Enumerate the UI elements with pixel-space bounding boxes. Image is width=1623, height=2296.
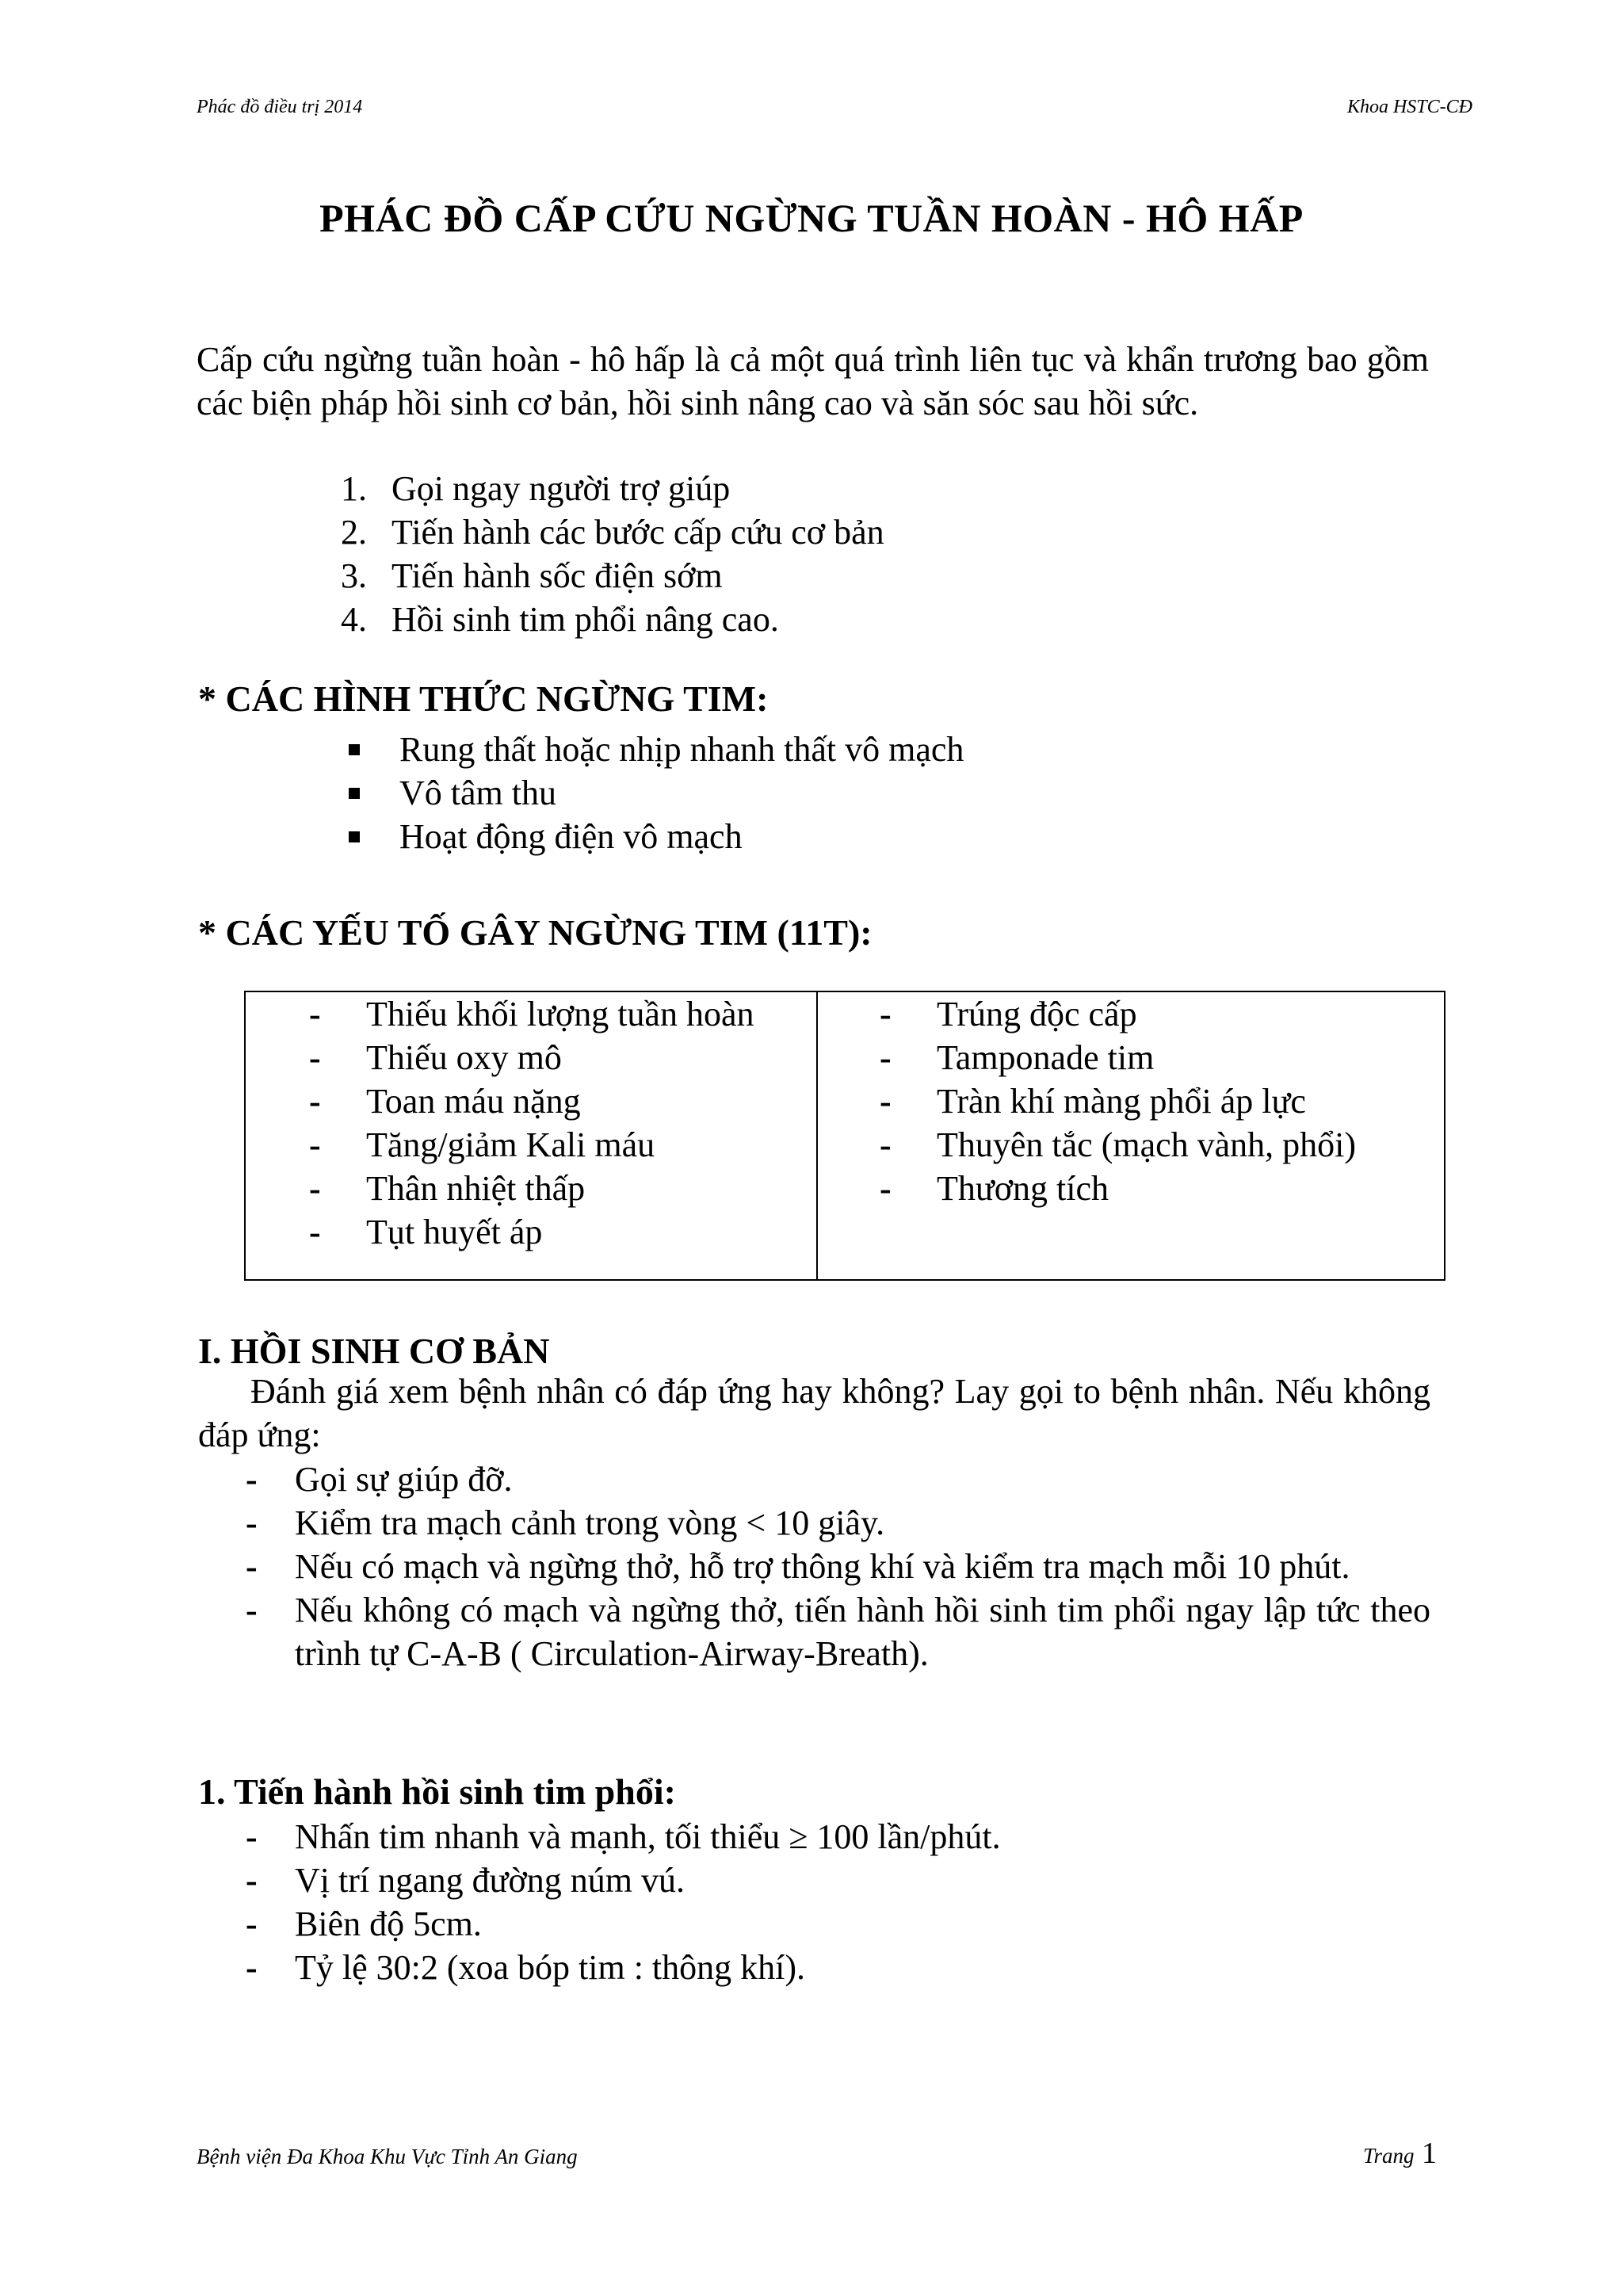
list-item-text: Gọi sự giúp đỡ. bbox=[295, 1460, 513, 1499]
cause-text: Tràn khí màng phổi áp lực bbox=[937, 1082, 1306, 1121]
square-bullet-icon bbox=[349, 831, 360, 842]
table-row bbox=[309, 1123, 754, 1167]
steps-list bbox=[341, 467, 884, 641]
list-item-text: Kiểm tra mạch cảnh trong vòng < 10 giây. bbox=[295, 1503, 885, 1542]
step-number: 2. bbox=[341, 513, 367, 552]
list-item-text: Hoạt động điện vô mạch bbox=[399, 817, 743, 856]
dash-bullet: - bbox=[880, 1125, 892, 1164]
table-row bbox=[309, 1079, 754, 1123]
header-left: Phác đồ điều trị 2014 bbox=[197, 97, 363, 117]
cpr-steps-list bbox=[246, 1815, 1430, 1989]
step-text: Tiến hành các bước cấp cứu cơ bản bbox=[391, 513, 884, 552]
dash-bullet: - bbox=[246, 1460, 258, 1499]
cause-text: Tamponade tim bbox=[937, 1038, 1155, 1077]
page-number bbox=[1363, 2136, 1437, 2171]
list-item-text: Nếu có mạch và ngừng thở, hỗ trợ thông khí và kiểm tra mạch mỗi 10 phút. bbox=[295, 1547, 1350, 1586]
list-item bbox=[341, 554, 884, 598]
list-item bbox=[341, 771, 964, 815]
step-text: Tiến hành sốc điện sớm bbox=[391, 556, 723, 595]
list-item bbox=[341, 728, 964, 771]
list-item bbox=[246, 1457, 1430, 1501]
dash-bullet: - bbox=[880, 1169, 892, 1208]
page-title: PHÁC ĐỒ CẤP CỨU NGỪNG TUẦN HOÀN - HÔ HẤP bbox=[319, 196, 1304, 240]
cause-text: Thuyên tắc (mạch vành, phổi) bbox=[937, 1125, 1357, 1164]
section-heading-forms: * CÁC HÌNH THỨC NGỪNG TIM: bbox=[198, 678, 769, 719]
table-row bbox=[880, 1167, 1356, 1210]
step-number: 4. bbox=[341, 600, 367, 639]
list-item-text: Tỷ lệ 30:2 (xoa bóp tim : thông khí). bbox=[295, 1948, 806, 1987]
list-item bbox=[246, 1902, 1430, 1946]
basic-steps-list bbox=[246, 1457, 1430, 1675]
page-number-value: 1 bbox=[1422, 2137, 1437, 2170]
list-item-text: Nếu không có mạch và ngừng thở, tiến hành hồi sinh tim phổi ngay lập tức theo trình tự C-A-B ( Circulation-Airway-Breath). bbox=[295, 1591, 1430, 1673]
cause-text: Thương tích bbox=[937, 1169, 1109, 1208]
cause-text: Tụt huyết áp bbox=[366, 1213, 543, 1251]
list-item-text: Nhấn tim nhanh và mạnh, tối thiểu ≥ 100 lần/phút. bbox=[295, 1817, 1001, 1856]
dash-bullet: - bbox=[246, 1948, 258, 1987]
step-number: 1. bbox=[341, 469, 367, 508]
list-item bbox=[341, 510, 884, 554]
dash-bullet: - bbox=[246, 1591, 258, 1629]
causes-column-right bbox=[818, 992, 1444, 1279]
list-item bbox=[246, 1859, 1430, 1902]
step-text: Hồi sinh tim phổi nâng cao. bbox=[391, 600, 779, 639]
list-item bbox=[246, 1501, 1430, 1545]
table-row bbox=[880, 992, 1356, 1036]
section-heading-basic: I. HỒI SINH CƠ BẢN bbox=[198, 1331, 550, 1371]
dash-bullet: - bbox=[246, 1817, 258, 1856]
cause-text: Tăng/giảm Kali máu bbox=[366, 1125, 655, 1164]
list-item bbox=[246, 1545, 1430, 1588]
table-row bbox=[880, 1079, 1356, 1123]
list-item bbox=[341, 815, 964, 858]
header-right: Khoa HSTC-CĐ bbox=[1346, 97, 1472, 117]
list-item bbox=[341, 598, 884, 641]
table-row bbox=[880, 1123, 1356, 1167]
dash-bullet: - bbox=[880, 1082, 892, 1121]
square-bullet-icon bbox=[349, 744, 360, 755]
cause-text: Thân nhiệt thấp bbox=[366, 1169, 586, 1208]
section-heading-causes: * CÁC YẾU TỐ GÂY NGỪNG TIM (11T): bbox=[198, 912, 873, 953]
cause-text: Thiếu khối lượng tuần hoàn bbox=[366, 995, 754, 1033]
table-row bbox=[880, 1036, 1356, 1079]
causes-table bbox=[244, 991, 1445, 1281]
cause-text: Trúng độc cấp bbox=[937, 995, 1137, 1033]
dash-bullet: - bbox=[880, 995, 892, 1033]
dash-bullet: - bbox=[309, 1038, 321, 1077]
causes-column-left bbox=[246, 992, 818, 1279]
section-heading-cpr: 1. Tiến hành hồi sinh tim phổi: bbox=[198, 1771, 676, 1812]
table-row bbox=[309, 1210, 754, 1254]
dash-bullet: - bbox=[309, 1082, 321, 1121]
step-number: 3. bbox=[341, 556, 367, 595]
basic-lead-paragraph: Đánh giá xem bệnh nhân có đáp ứng hay không? Lay gọi to bệnh nhân. Nếu không đáp ứng: bbox=[198, 1372, 1430, 1454]
list-item bbox=[246, 1588, 1430, 1675]
list-item-text: Vô tâm thu bbox=[399, 774, 556, 812]
page-label: Trang bbox=[1362, 2144, 1415, 2168]
cause-text: Toan máu nặng bbox=[366, 1082, 581, 1121]
dash-bullet: - bbox=[246, 1861, 258, 1900]
list-item-text: Vị trí ngang đường núm vú. bbox=[295, 1861, 685, 1900]
forms-list bbox=[341, 728, 964, 858]
footer-hospital: Bệnh viện Đa Khoa Khu Vực Tỉnh An Giang bbox=[197, 2145, 578, 2168]
square-bullet-icon bbox=[349, 788, 360, 799]
list-item-text: Biên độ 5cm. bbox=[295, 1904, 482, 1943]
dash-bullet: - bbox=[309, 1125, 321, 1164]
intro-paragraph: Cấp cứu ngừng tuần hoàn - hô hấp là cả một quá trình liên tục và khẩn trương bao gồm các biện pháp hồi sinh cơ bản, hồi sinh nâng cao và săn sóc sau hồi sức. bbox=[197, 340, 1429, 422]
dash-bullet: - bbox=[309, 995, 321, 1033]
table-row bbox=[309, 992, 754, 1036]
dash-bullet: - bbox=[246, 1904, 258, 1943]
list-item bbox=[341, 467, 884, 510]
table-row bbox=[309, 1036, 754, 1079]
dash-bullet: - bbox=[880, 1038, 892, 1077]
dash-bullet: - bbox=[246, 1547, 258, 1586]
cause-text: Thiếu oxy mô bbox=[366, 1038, 562, 1077]
dash-bullet: - bbox=[309, 1169, 321, 1208]
list-item-text: Rung thất hoặc nhịp nhanh thất vô mạch bbox=[399, 730, 964, 769]
dash-bullet: - bbox=[246, 1503, 258, 1542]
list-item bbox=[246, 1815, 1430, 1859]
table-row bbox=[309, 1167, 754, 1210]
step-text: Gọi ngay người trợ giúp bbox=[391, 469, 731, 508]
list-item bbox=[246, 1946, 1430, 1989]
dash-bullet: - bbox=[309, 1213, 321, 1251]
